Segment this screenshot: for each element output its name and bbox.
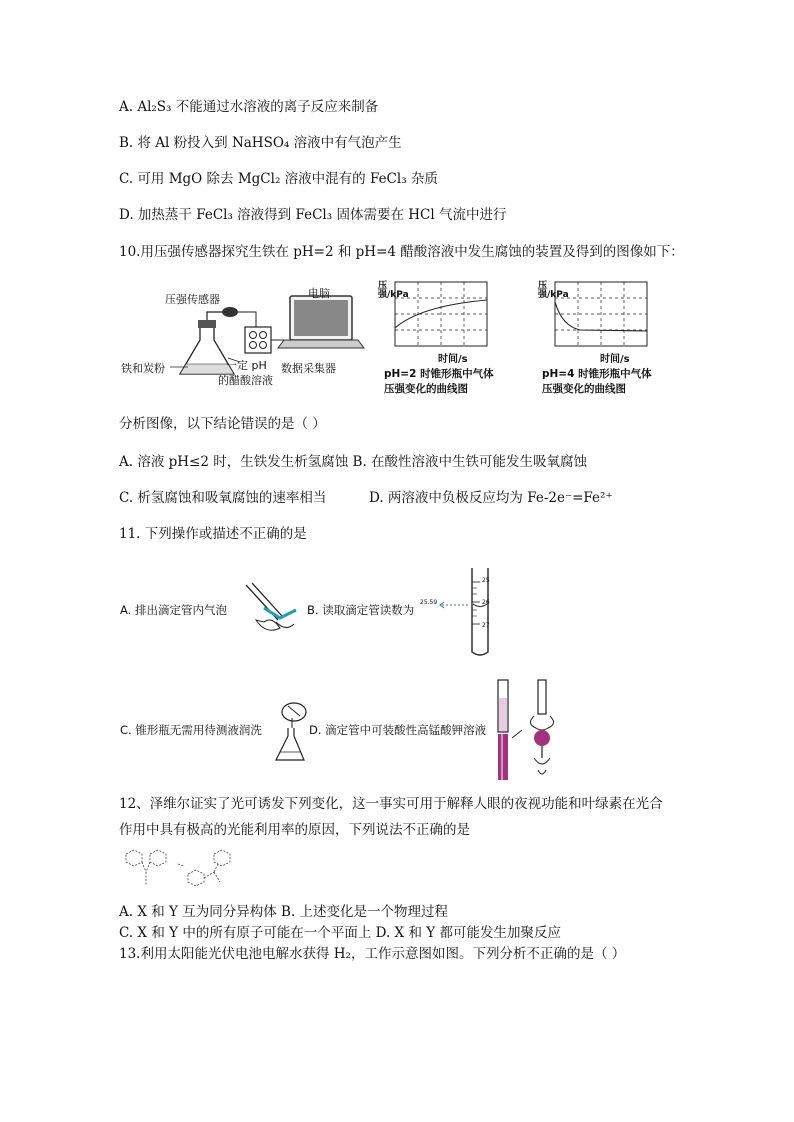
burette-bubble-drawing [236,580,306,640]
graph-ph4-ylabel: 压强/kPa [538,281,569,300]
q11-option-b: B. 读取滴定管读数为 [307,603,415,617]
q10-option-c: C. 析氢腐蚀和吸氧腐蚀的速率相当 [119,490,327,506]
q12-stem-line2: 作用中具有极高的光能利用率的原因，下列说法不正确的是 [119,822,470,838]
q12-options-cd: C. X 和 Y 中的所有原子可能在一个平面上 D. X 和 Y 都可能发生加聚反应 [119,925,561,941]
sensor-label: 压强传感器 [165,293,220,306]
q12-options-ab: A. X 和 Y 互为同分异构体 B. 上述变化是一个物理过程 [119,904,449,920]
conical-flask-drawing [270,694,310,766]
q11-option-c: C. 锥形瓶无需用待测液润洗 [120,723,262,737]
acid-label-line1: 一定 pH [226,359,267,372]
q9-option-c: C. 可用 MgO 除去 MgCl₂ 溶液中混有的 FeCl₃ 杂质 [119,171,438,187]
q9-option-b: B. 将 Al 粉投入到 NaHSO₄ 溶液中有气泡产生 [119,135,402,151]
q10-question: 分析图像，以下结论错误的是（ ） [119,416,326,432]
q11-option-d: D. 滴定管中可装酸性高锰酸钾溶液 [309,723,487,737]
conical-flask-figure [270,694,310,766]
computer-label: 电脑 [308,287,330,300]
burette-tick-25: 25 [482,577,490,584]
q10-options-ab: A. 溶液 pH≤2 时，生铁发生析氢腐蚀 B. 在酸性溶液中生铁可能发生吸氧腐蚀 [119,454,588,470]
graph-ph2-caption1: pH=2 时锥形瓶中气体 [384,368,494,380]
burette-bubble-figure [236,580,306,640]
collector-label: 数据采集器 [281,362,336,375]
graph-ph4-caption1: pH=4 时锥形瓶中气体 [542,368,652,380]
iron-label: 铁和炭粉 [121,362,165,375]
q9-option-a: A. Al₂S₃ 不能通过水溶液的离子反应来制备 [119,99,379,115]
graph-ph2-xlabel: 时间/s [438,354,468,365]
burette-tick-26: 26 [482,599,490,606]
graph-ph2-ylabel: 压强/kPa [378,281,409,300]
q13-stem: 13.利用太阳能光伏电池电解水获得 H₂，工作示意图如图。下列分析不正确的是（ ） [119,946,626,962]
q10-stem: 10.用压强传感器探究生铁在 pH=2 和 pH=4 醋酸溶液中发生腐蚀的装置及得到的图像如下： [119,244,684,260]
q11-stem: 11. 下列操作或描述不正确的是 [119,526,307,542]
kmno4-burette-drawing [492,678,572,782]
burette-tick-27: 27 [482,622,490,629]
acid-label-line2: 的醋酸溶液 [218,374,273,387]
graph-ph4-caption2: 压强变化的曲线图 [542,383,626,395]
graph-ph2-caption2: 压强变化的曲线图 [384,383,468,395]
q12-stem-line1: 12、泽维尔证实了光可诱发下列变化，这一事实可用于解释人眼的夜视功能和叶绿素在光合 [119,796,663,812]
burette-reading-value: 25.59 [420,599,438,606]
q9-option-d: D. 加热蒸干 FeCl₃ 溶液得到 FeCl₃ 固体需要在 HCl 气流中进行 [119,207,507,223]
molecule-structures-drawing [118,846,248,898]
molecule-structures [118,846,248,898]
q11-option-a: A. 排出滴定管内气泡 [120,603,227,617]
kmno4-burette-figure [492,678,572,782]
q10-option-d: D. 两溶液中负极反应均为 Fe-2e⁻=Fe²⁺ [369,490,613,506]
graph-ph4-xlabel: 时间/s [600,354,630,365]
